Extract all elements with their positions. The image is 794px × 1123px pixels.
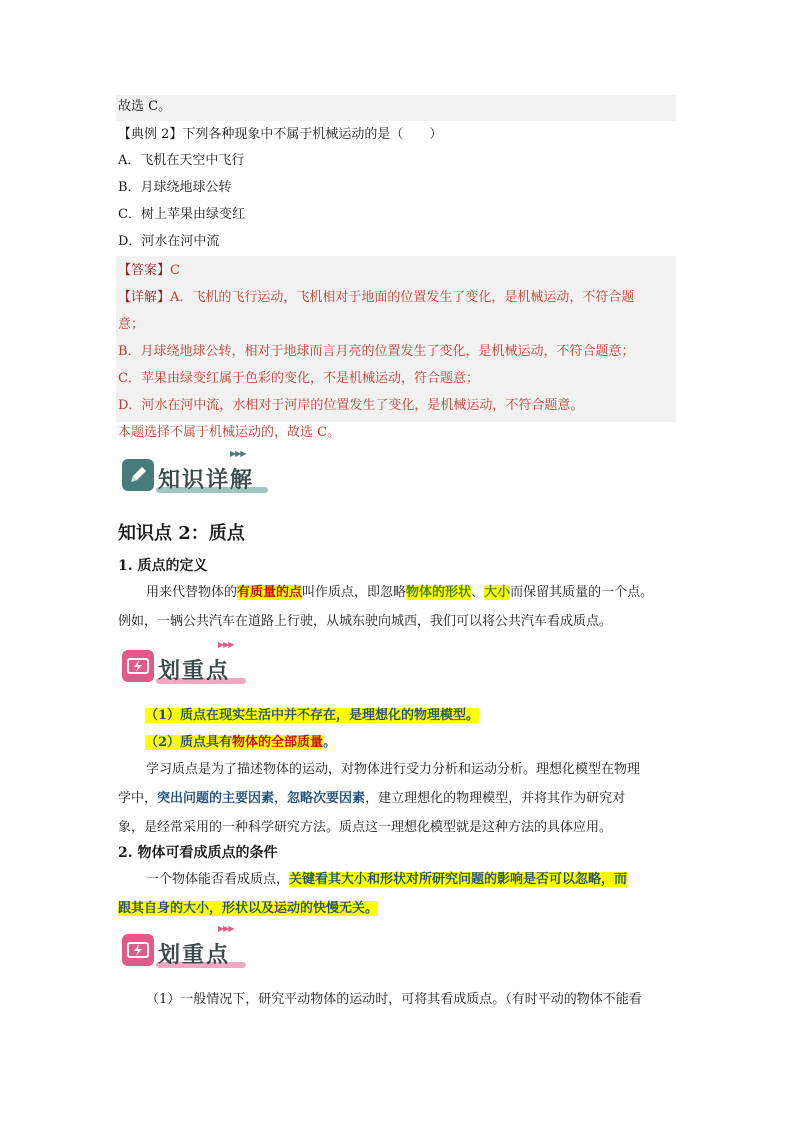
definition-paragraph <box>118 578 678 607</box>
detail-c: C．苹果由绿变红属于色彩的变化，不是机械运动，符合题意； <box>118 371 479 386</box>
def-text-1: 用来代替物体的 <box>146 585 238 600</box>
definition-example: 例如，一辆公共汽车在道路上行驶，从城东驶向城西，我们可以将公共汽车看成质点。 <box>118 614 613 629</box>
example-end <box>118 97 171 117</box>
condition-line-2 <box>118 894 678 923</box>
detail-d: D．河水在河中流，水相对于河岸的位置发生了变化，是机械运动，不符合题意。 <box>118 398 584 413</box>
def-highlight-mass-point: 有质量的点 <box>237 585 303 600</box>
condition-paragraph <box>118 865 678 923</box>
study-line-3: 象，是经常采用的一种科学研究方法。质点这一理想化模型就是这种方法的具体应用。 <box>118 820 613 835</box>
lightning-icon <box>122 650 154 682</box>
study-highlight-ignore: 忽略次要因素 <box>287 791 366 806</box>
key-point-2-text-c: 。 <box>323 735 337 750</box>
example-end-text: 故选 C。 <box>118 99 172 114</box>
key-point-2 <box>145 733 336 753</box>
key-point-1-text: （1）质点在现实生活中并不存在，是理想化的物理模型。 <box>145 708 480 723</box>
key-point-1 <box>145 706 479 726</box>
key-badge-2-text: 划重点 <box>158 943 231 968</box>
subheading-definition: 1. 质点的定义 <box>118 558 208 574</box>
detail-b: B．月球绕地球公转，相对于地球而言月亮的位置发生了变化，是机械运动，不符合题意； <box>118 344 635 359</box>
detail-label: 【详解】 <box>118 290 171 305</box>
option-d: D．河水在河中流 <box>118 234 220 249</box>
arrows-icon: ▶▶▶ <box>218 640 234 649</box>
key-badge-1-text: 划重点 <box>158 659 231 684</box>
study-line-2 <box>118 784 678 813</box>
detail-a-text: A．飞机的飞行运动，飞机相对于地面的位置发生了变化，是机械运动，不符合题 <box>170 290 635 305</box>
condition-highlight-1: 关键看其大小和形状对所研究问题的影响是否可以忽略，而 <box>289 872 628 887</box>
condition-text-a: 一个物体能否看成质点， <box>146 872 290 887</box>
study-text-e: ，建立理想化的物理模型，并将其作为研究对 <box>365 791 626 806</box>
option-c: C．树上苹果由绿变红 <box>118 207 245 222</box>
def-highlight-shape: 物体的形状 <box>406 585 472 600</box>
study-highlight-main: 突出问题的主要因素 <box>157 791 275 806</box>
study-line-1: 学习质点是为了描述物体的运动，对物体进行受力分析和运动分析。理想化模型在物理 <box>146 762 641 777</box>
answer-line <box>118 261 180 281</box>
def-text-2: 叫作质点，即忽略 <box>302 585 407 600</box>
section-title: 知识点 2：质点 <box>118 523 245 544</box>
answer-value: C <box>170 263 180 278</box>
study-paragraph <box>118 755 678 842</box>
key-badge-2 <box>122 924 262 972</box>
pencil-icon <box>122 459 154 491</box>
def-text-3: 、 <box>471 585 485 600</box>
key-badge-1 <box>122 640 262 688</box>
bottom-line: （1）一般情况下，研究平动物体的运动时，可将其看成质点。（有时平动的物体不能看 <box>146 992 642 1007</box>
knowledge-badge <box>122 449 272 497</box>
def-highlight-size: 大小 <box>484 585 511 600</box>
option-b: B．月球绕地球公转 <box>118 180 232 195</box>
example-shade-top <box>116 95 676 121</box>
arrows-icon: ▶▶▶ <box>218 924 234 933</box>
condition-line-1 <box>118 865 678 894</box>
detail-a-line1 <box>118 288 634 308</box>
study-text-a: 学中， <box>118 791 158 806</box>
subheading-condition: 2. 物体可看成质点的条件 <box>118 845 278 861</box>
arrows-icon: ▶▶▶ <box>230 449 246 458</box>
condition-highlight-2: 跟其自身的大小，形状以及运动的快慢无关。 <box>118 901 379 916</box>
lightning-icon <box>122 934 154 966</box>
knowledge-badge-text: 知识详解 <box>158 468 255 493</box>
study-text-c: ， <box>274 791 288 806</box>
key-point-2-highlight: 物体的全部质量 <box>232 735 324 750</box>
conclusion: 本题选择不属于机械运动的，故选 C。 <box>118 425 341 440</box>
option-a: A．飞机在天空中飞行 <box>118 153 245 168</box>
example2-title: 【典例 2】下列各种现象中不属于机械运动的是（ ） <box>118 127 443 142</box>
detail-a-line2: 意； <box>118 317 145 332</box>
answer-label: 【答案】 <box>118 263 171 278</box>
def-text-4: 而保留其质量的一个点。 <box>510 585 654 600</box>
key-point-2-text-a: （2）质点具有 <box>145 735 233 750</box>
